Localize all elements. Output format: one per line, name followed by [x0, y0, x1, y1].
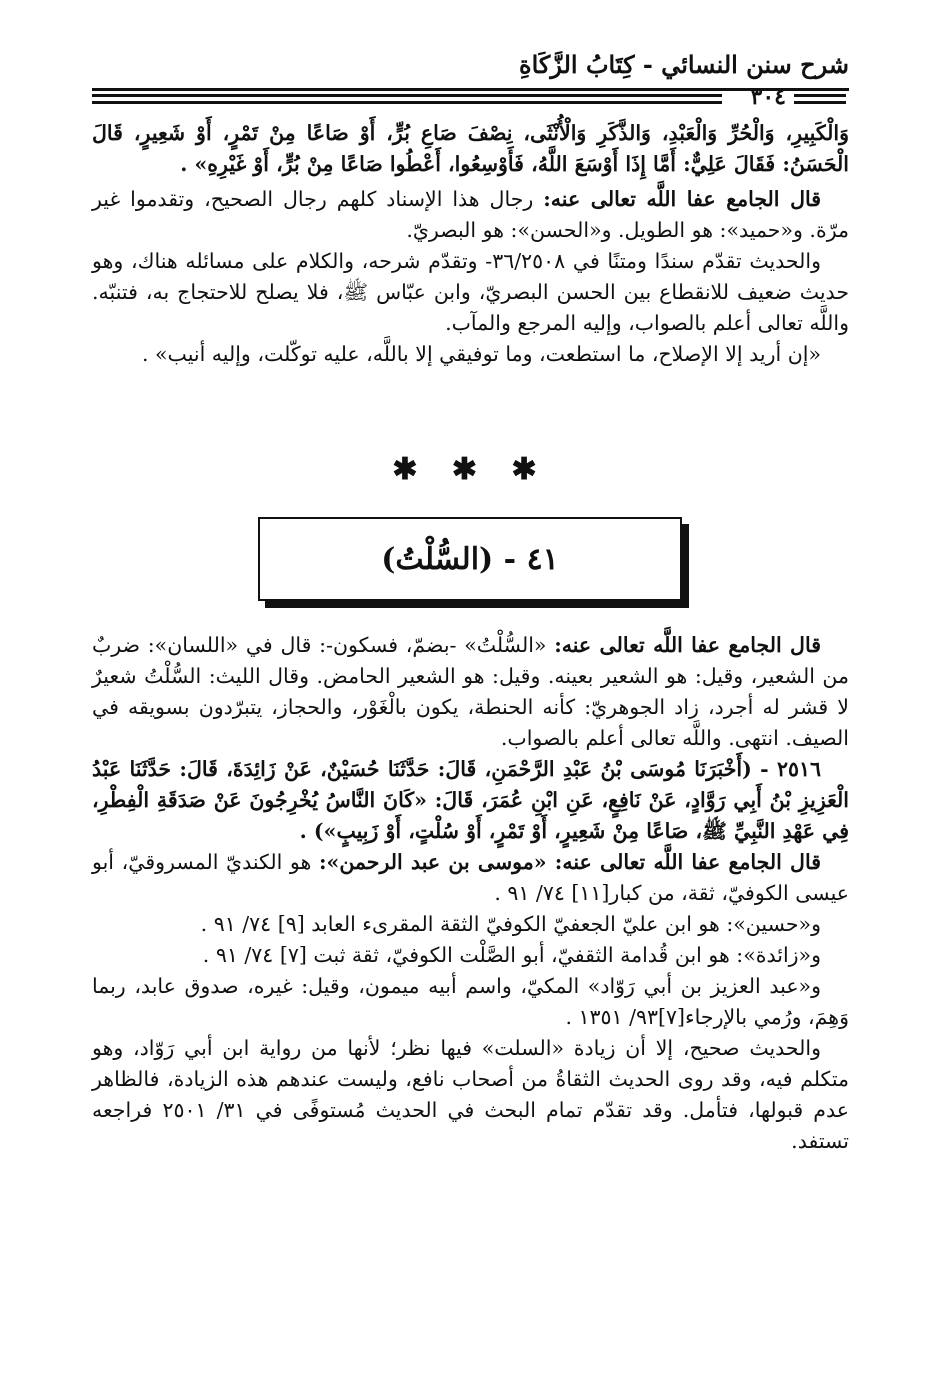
hadith-continuation: وَالْكَبِيرِ، وَالْحُرِّ وَالْعَبْدِ، وَالذَّكَرِ وَالْأُنْثَى، نِصْفَ صَاعِ بُرٍّ، أَوْ صَاعًا مِنْ تَمْرٍ، أَوْ شَعِيرٍ، قَالَ الْحَسَنُ: فَقَالَ عَلِيٌّ: أَمَّا إِذَا أَوْسَعَ اللَّهُ، فَأَوْسِعُوا، أَعْطُوا صَاعًا مِنْ بُرٍّ، أَوْ غَيْرِهِ» .	[92, 121, 849, 176]
commentary-lead: قال الجامع عفا اللَّه تعالى عنه:	[543, 187, 822, 211]
page-number-ornament-left	[92, 94, 722, 104]
chapter-title: ٤١ - (السُّلْتُ)	[381, 541, 559, 577]
header-rule	[92, 88, 849, 91]
page-number-ornament-right	[794, 94, 846, 104]
definition-paragraph	[92, 630, 849, 754]
running-title: شرح سنن النسائي - كِتَابُ الزَّكَاةِ	[519, 50, 849, 79]
commentary-paragraph	[92, 184, 849, 246]
top-text-block	[92, 118, 849, 370]
chapter-heading-box	[258, 517, 682, 601]
hadith-grading-paragraph: والحديث صحيح، إلا أن زيادة «السلت» فيها نظر؛ لأنها من رواية ابن أبي رَوّاد، وهو متكلم فيه، وقد روى الحديث الثقاةُ من أصحاب نافع، وليست عندهم هذه الزيادة، فالظاهر عدم قبولها، فتأمل. وقد تقدّم تمام البحث في الحديث مُستوفًى في ٣١/ ٢٥٠١ فراجعه تستفد.	[92, 1036, 849, 1153]
page-header	[92, 48, 849, 88]
bottom-text-block	[92, 630, 849, 1157]
page-number: ٣٠٤	[750, 84, 786, 110]
hadith-2516: ٢٥١٦ - (أَخْبَرَنَا مُوسَى بْنُ عَبْدِ الرَّحْمَنِ، قَالَ: حَدَّثَنَا حُسَيْنٌ، عَنْ زَائِدَةَ، قَالَ: حَدَّثَنَا عَبْدُ الْعَزِيزِ بْنُ أَبِي رَوَّادٍ، عَنْ نَافِعٍ، عَنِ ابْنِ عُمَرَ، قَالَ: «كَانَ النَّاسُ يُخْرِجُونَ عَنْ صَدَقَةِ الْفِطْرِ، فِي عَهْدِ النَّبِيِّ ﷺ، صَاعًا مِنْ شَعِيرٍ، أَوْ تَمْرٍ، أَوْ سُلْتٍ، أَوْ زَبِيبٍ») .	[92, 757, 849, 843]
definition-text: «السُّلْتُ» -بضمّ، فسكون-: قال في «اللسان»: ضربٌ من الشعير، وقيل: هو الشعير بعينه. وقيل: هو الشعير الحامض. وقال الليث: السُّلْتُ شعيرٌ لا قشر له أجرد، زاد الجوهريّ: كأنه الحنطة، يكون بالْغَوْر، والحجاز، يتبرّدون بسويقه في الصيف. انتهى. واللَّه تعالى أعلم بالصواب.	[92, 633, 849, 750]
section-separator: ✱ ✱ ✱	[392, 452, 549, 487]
narrator-zaidah: و«زائدة»: هو ابن قُدامة الثقفيّ، أبو الصَّلْت الكوفيّ، ثقة ثبت [٧] ٧٤/ ٩١ .	[202, 943, 821, 967]
definition-lead: قال الجامع عفا اللَّه تعالى عنه:	[554, 633, 822, 657]
narrator-text: هو الكنديّ المسروقيّ، أبو عيسى الكوفيّ، ثقة، من كبار[١١] ٧٤/ ٩١ .	[92, 850, 849, 905]
narrator-abdulaziz: و«عبد العزيز بن أبي رَوّاد» المكيّ، واسم أبيه ميمون، وقيل: غيره، صدوق عابد، ربما وَهِمَ، ورُمي بالإرجاء[٧]٩٣/ ١٣٥١ .	[92, 974, 849, 1029]
narrator-musa-paragraph	[92, 847, 849, 909]
narrator-husayn: و«حسين»: هو ابن عليّ الجعفيّ الكوفيّ الثقة المقرىء العابد [٩] ٧٤/ ٩١ .	[200, 912, 821, 936]
narrator-lead: قال الجامع عفا اللَّه تعالى عنه: «موسى بن عبد الرحمن»:	[318, 850, 821, 874]
hadith-reference-paragraph: والحديث تقدّم سندًا ومتنًا في ٣٦/٢٥٠٨- وتقدّم شرحه، والكلام على مسائله هناك، وهو حديث ضعيف للانقطاع بين الحسن البصريّ، وابن عبّاس ﷺ، فلا يصلح للاحتجاج به، فتنبّه. واللَّه تعالى أعلم بالصواب، وإليه المرجع والمآب.	[92, 249, 849, 335]
closing-supplication: «إن أريد إلا الإصلاح، ما استطعت، وما توفيقي إلا باللَّه، عليه توكّلت، وإليه أنيب» .	[141, 342, 821, 366]
commentary-text: رجال هذا الإسناد كلهم رجال الصحيح، وتقدموا غير مرّة. و«حميد»: هو الطويل. و«الحسن»: هو البصريّ.	[92, 187, 849, 242]
